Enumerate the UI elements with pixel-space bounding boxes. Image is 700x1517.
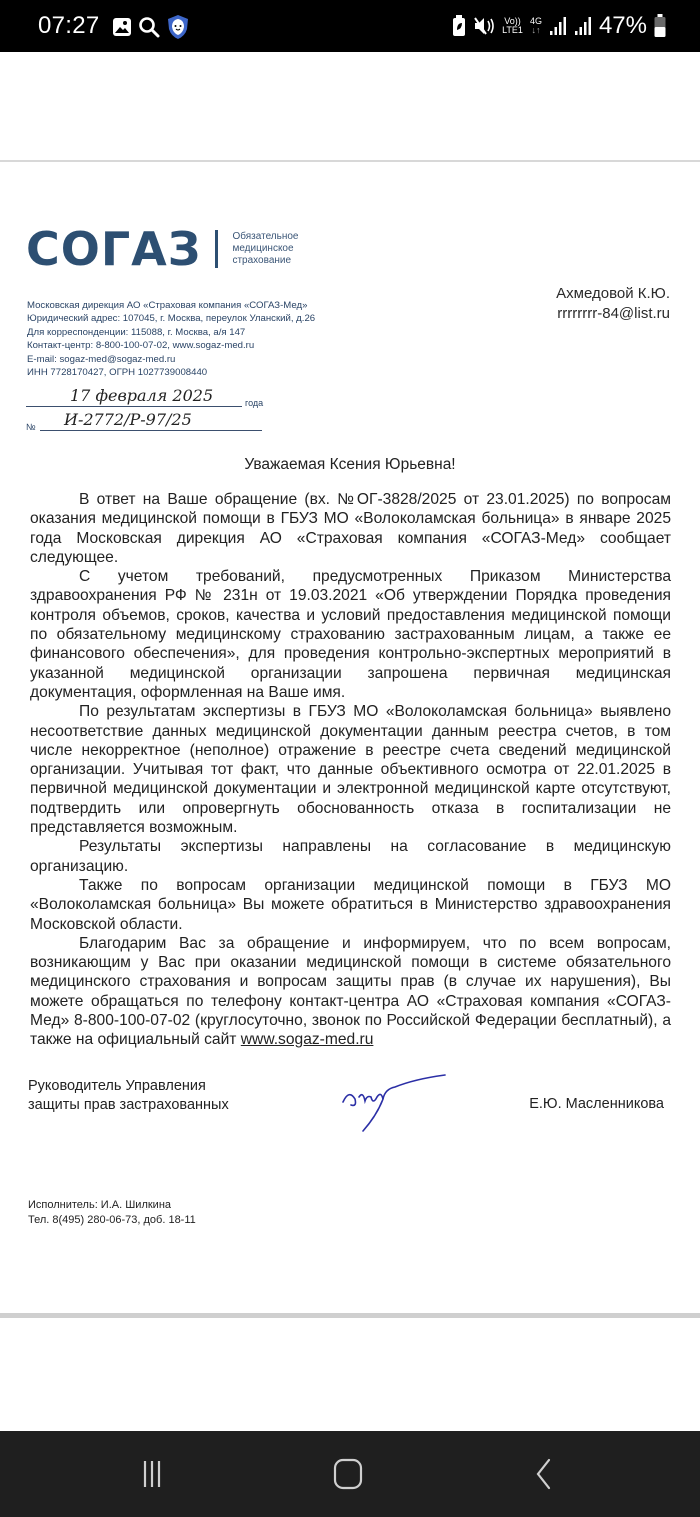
back-icon bbox=[534, 1458, 554, 1490]
status-time: 07:27 bbox=[38, 12, 100, 39]
gallery-icon bbox=[112, 17, 132, 37]
4g-data-icon: 4G ↓↑ bbox=[529, 16, 542, 35]
letter-greeting: Уважаемая Ксения Юрьевна! bbox=[244, 456, 456, 473]
addressee-email: rrrrrrrr-84@list.ru bbox=[557, 305, 670, 322]
recent-apps-button[interactable] bbox=[122, 1449, 182, 1499]
executor-info: Исполнитель: И.А. Шилкина Тел. 8(495) 280-06-73, доб. 18-11 bbox=[28, 1199, 196, 1226]
battery-percent: 47% bbox=[598, 12, 647, 39]
battery-icon bbox=[654, 14, 666, 38]
letter-body bbox=[30, 490, 671, 1050]
letter-document bbox=[0, 160, 700, 1318]
paragraph: Результаты экспертизы направлены на согласование в медицинскую организацию. bbox=[30, 838, 671, 875]
letter-date-field bbox=[26, 386, 276, 410]
signature-icon bbox=[335, 1067, 455, 1137]
addressee-name: Ахмедовой К.Ю. bbox=[556, 285, 670, 302]
system-icons bbox=[452, 12, 666, 40]
signal-icon-2 bbox=[574, 16, 592, 36]
website-link[interactable]: www.sogaz-med.ru bbox=[240, 1031, 374, 1049]
paragraph: Также по вопросам организации медицинской помощи в ГБУЗ МО «Волоколамская больница» Вы можете обратиться в Министерство здравоохранения Московской области. bbox=[30, 876, 671, 933]
paragraph: С учетом требований, предусмотренных Приказом Министерства здравоохранения РФ № 231н от 19.03.2021 «Об утверждении Порядка проведения контроля объемов, сроков, качества и условий предоставления медицинской помощи по обязательному медицинскому страхованию застрахованным лицам, а также ее финансового обеспечения», для проведения контрольно-экспертных мероприятий в указанной медицинской организации запрошена первичная медицинская документация, оформленная на Ваше имя. bbox=[30, 568, 671, 701]
battery-saver-icon bbox=[452, 15, 466, 37]
paragraph: По результатам экспертизы в ГБУЗ МО «Волоколамская больница» выявлено несоответствие данных медицинской документации данным реестра счетов, в том числе некорректное (неполное) отражение в реестре счета сведений медицинской организации. Учитывая тот факт, что данные объективного осмотра от 22.01.2025 в первичной медицинской документации и электронной медицинской карте отсутствуют, подтвердить или опровергнуть обоснованность отказа в госпитализации не представляется возможным. bbox=[30, 703, 671, 837]
handwritten-number: И-2772/Р-97/25 bbox=[64, 410, 192, 429]
signal-icon-1 bbox=[549, 16, 567, 36]
handwritten-date: 17 февраля 2025 bbox=[70, 386, 214, 405]
number-label: № bbox=[26, 422, 36, 432]
navigation-bar bbox=[0, 1431, 700, 1517]
home-button[interactable] bbox=[318, 1449, 378, 1499]
logo-divider bbox=[215, 230, 218, 268]
addressee-block bbox=[556, 284, 670, 324]
volte-icon: Vo)) LTE1 bbox=[502, 16, 523, 35]
recent-apps-icon bbox=[137, 1459, 167, 1489]
logo-subtitle: Обязательное медицинское страхование bbox=[232, 231, 299, 266]
back-button[interactable] bbox=[514, 1449, 574, 1499]
mute-icon bbox=[473, 15, 495, 37]
logo-wordmark: СОГАЗ bbox=[26, 222, 202, 276]
shield-mascot-icon bbox=[166, 14, 190, 40]
home-icon bbox=[333, 1458, 363, 1490]
letter-number-field bbox=[26, 412, 276, 434]
search-icon bbox=[138, 16, 160, 38]
date-suffix: года bbox=[245, 398, 264, 408]
notification-icons bbox=[112, 14, 190, 40]
paragraph: В ответ на Ваше обращение (вх. №ОГ-3828/2025 от 23.01.2025) по вопросам оказания медицинской помощи в ГБУЗ МО «Волоколамская больница» в январе 2025 года Московская дирекция АО «Страховая компания «СОГАЗ-Мед» сообщает следующее. bbox=[30, 491, 671, 566]
signatory-title: Руководитель Управления защиты прав застрахованных bbox=[28, 1078, 229, 1113]
sogaz-logo bbox=[26, 222, 299, 276]
paragraph: Благодарим Вас за обращение и информируем, что по всем вопросам, возникающим у Вас при оказании медицинской помощи в системе обязательного медицинского страхования и вопросам защиты прав (в случае их нарушения), Вы можете обращаться по телефону контакт-центра АО «Страховая компания «СОГАЗ-Мед» 8-800-100-07-02 (круглосуточно, звонок по Российской Федерации бесплатный), а также на официальный сайт www.sogaz-med.ru bbox=[30, 934, 671, 1049]
organization-info: Московская дирекция АО «Страховая компания «СОГАЗ-Мед» Юридический адрес: 107045, г. Москва, переулок Уланский, д.26 Для корреспонденции: 115088, г. Москва, а/я 147 Контакт-центр: 8-800-100-07-02, www.sogaz-med.ru E-mail: sogaz-med@sogaz-med.ru ИНН 7728170427, ОГРН 1027739008440 bbox=[27, 300, 316, 379]
status-bar bbox=[0, 0, 700, 52]
signatory-name: Е.Ю. Масленникова bbox=[529, 1096, 664, 1112]
